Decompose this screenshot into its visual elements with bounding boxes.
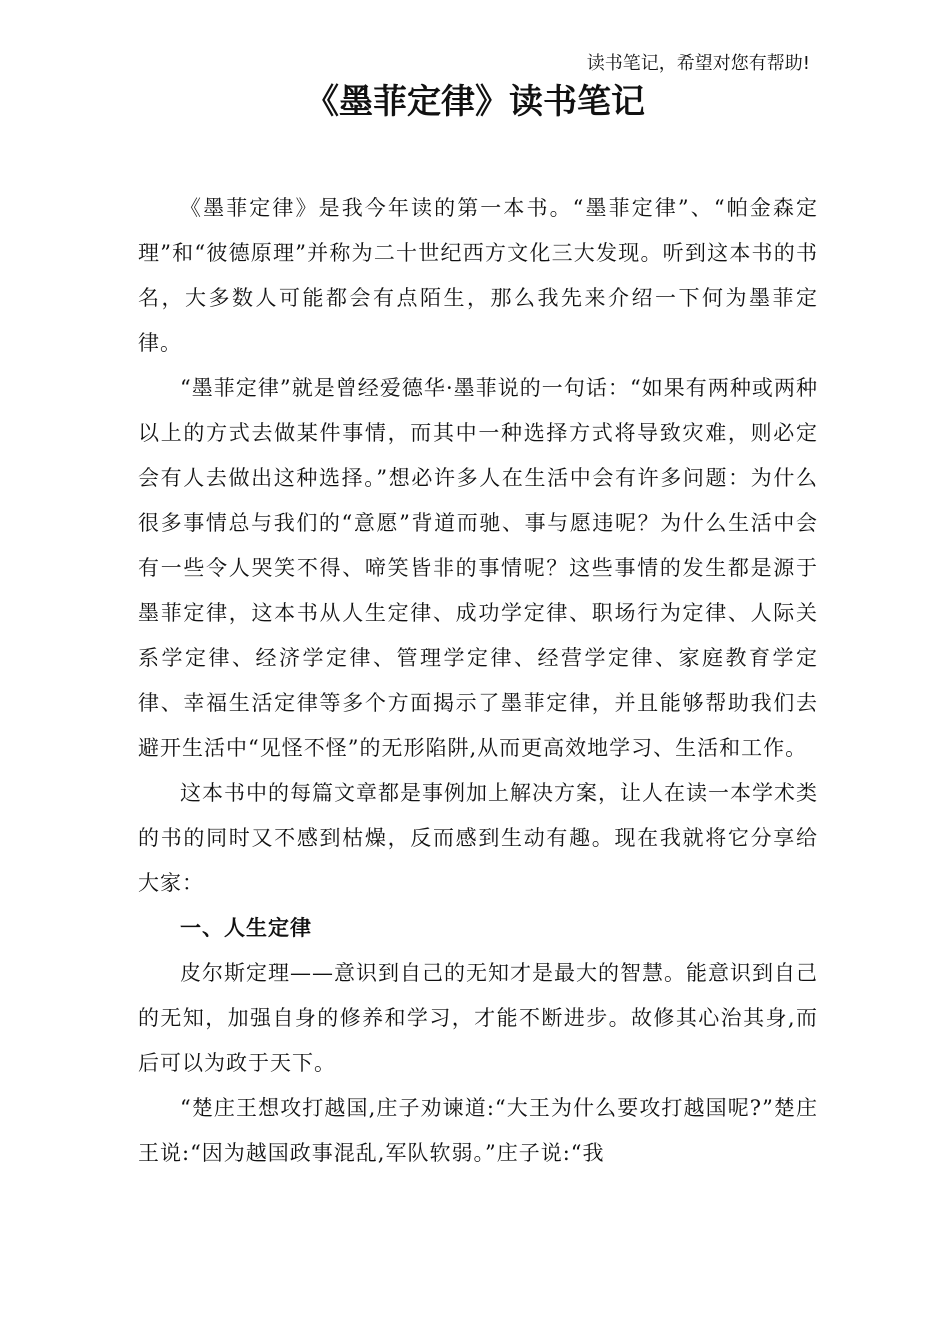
document-body (138, 186, 818, 1176)
paragraph-intro: 《墨菲定律》是我今年读的第一本书。“墨菲定律”、“帕金森定理”和“彼德原理”并称为二十世纪西方文化三大发现。听到这本书的书名，大多数人可能都会有点陌生，那么我先来介绍一下何为墨菲定律。 (138, 196, 818, 355)
header-note: 读书笔记，希望对您有帮助! (586, 53, 810, 74)
document-title: 《墨菲定律》读书笔记 (305, 82, 645, 122)
paragraph-book-structure: 这本书中的每篇文章都是事例加上解决方案，让人在读一本学术类的书的同时又不感到枯燥，反而感到生动有趣。现在我就将它分享给大家： (138, 781, 818, 895)
paragraph-pierce-theorem: 皮尔斯定理——意识到自己的无知才是最大的智慧。能意识到自己的无知，加强自身的修养和学习，才能不断进步。故修其心治其身,而后可以为政于天下。 (138, 961, 818, 1075)
section-heading-life-laws: 一、人生定律 (180, 916, 312, 940)
paragraph-definition: “墨菲定律”就是曾经爱德华·墨菲说的一句话：“如果有两种或两种以上的方式去做某件事情，而其中一种选择方式将导致灾难，则必定会有人去做出这种选择。”想必许多人在生活中会有许多问题：为什么很多事情总与我们的“意愿”背道而驰、事与愿违呢？为什么生活中会有一些令人哭笑不得、啼笑皆非的事情呢？这些事情的发生都是源于墨菲定律，这本书从人生定律、成功学定律、职场行为定律、人际关系学定律、经济学定律、管理学定律、经营学定律、家庭教育学定律、幸福生活定律等多个方面揭示了墨菲定律，并且能够帮助我们去避开生活中“见怪不怪”的无形陷阱,从而更高效地学习、生活和工作。 (138, 376, 818, 760)
paragraph-chu-zhuang-story: “楚庄王想攻打越国,庄子劝谏道:“大王为什么要攻打越国呢?”楚庄王说:“因为越国政事混乱,军队软弱。”庄子说:“我 (138, 1096, 818, 1165)
